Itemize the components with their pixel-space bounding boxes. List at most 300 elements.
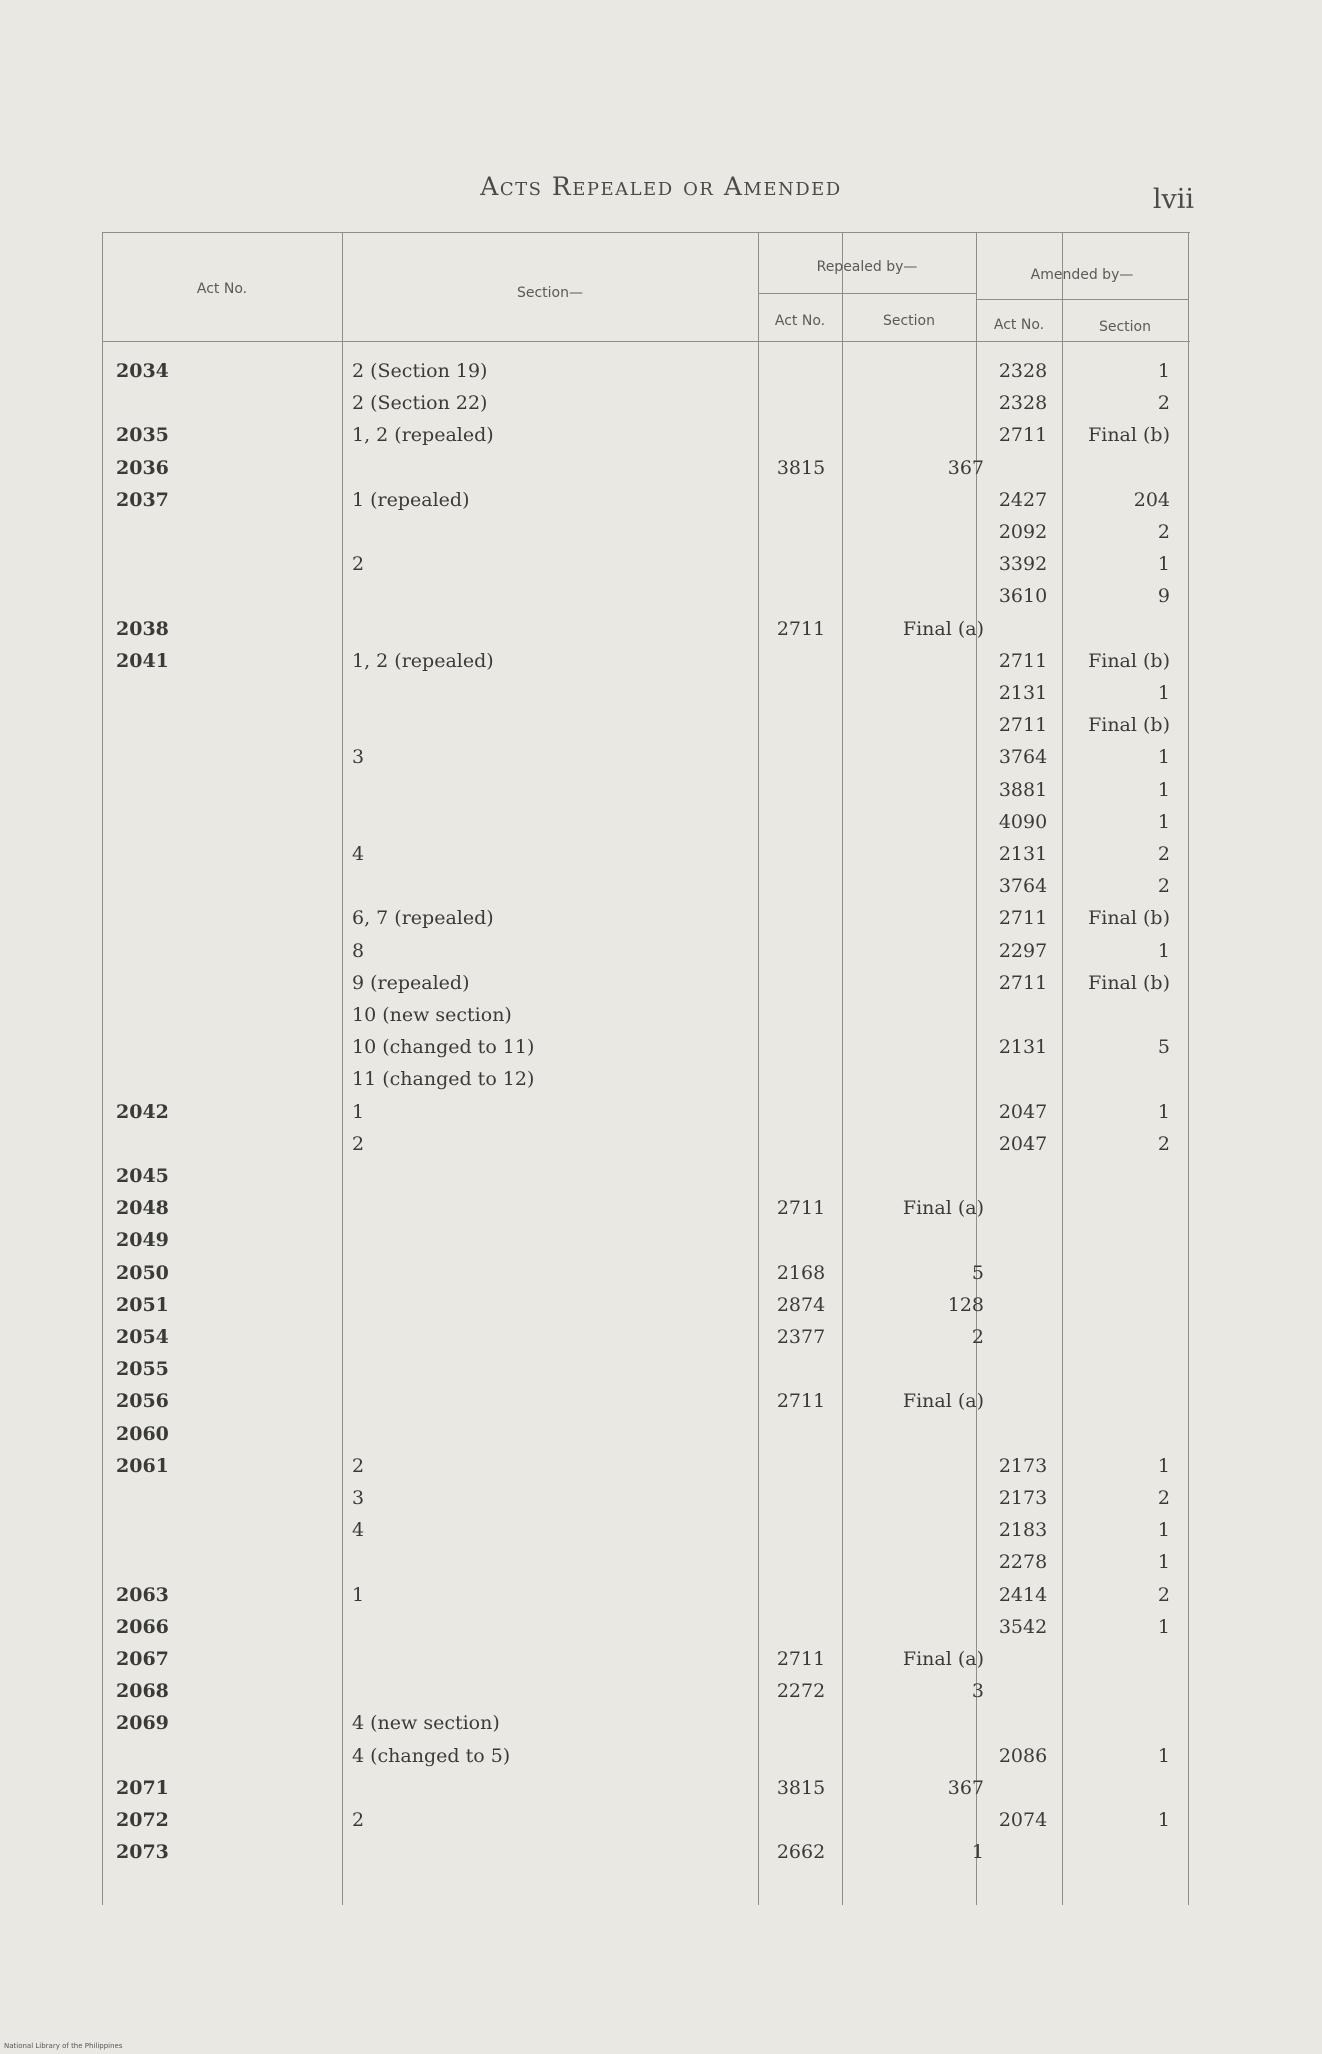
row-repealed-section	[842, 1031, 990, 1063]
row-amended-section	[1064, 1707, 1184, 1739]
row-act-no	[116, 709, 341, 741]
row-amended-act	[982, 1321, 1064, 1353]
row-amended-section	[1064, 1675, 1184, 1707]
row-repealed-section	[842, 645, 990, 677]
table-row	[102, 484, 1190, 516]
row-section: 9 (repealed)	[352, 971, 470, 994]
row-repealed-act	[762, 516, 840, 548]
row-amended-section: 2	[1157, 1487, 1170, 1509]
row-repealed-section: Final (a)	[902, 1648, 984, 1670]
header-repealed-by: Repealed by—	[816, 259, 918, 275]
row-amended-act: 2074	[998, 1809, 1048, 1831]
row-repealed-section	[842, 355, 990, 387]
row-amended-section: 1	[1157, 1100, 1170, 1123]
table-row	[102, 999, 1190, 1031]
row-act-no: 2049	[116, 1229, 169, 1252]
row-amended-act: 2047	[998, 1132, 1048, 1155]
row-amended-section: 2	[1157, 521, 1170, 543]
row-act-no: 2056	[116, 1390, 169, 1413]
row-repealed-act: 2711	[776, 1390, 826, 1413]
row-repealed-act	[762, 677, 840, 709]
row-repealed-act	[762, 1353, 840, 1385]
row-amended-section: Final (b)	[1088, 907, 1170, 930]
row-act-no: 2067	[116, 1648, 169, 1670]
row-act-no: 2054	[116, 1326, 169, 1348]
row-amended-section	[1064, 1643, 1184, 1675]
row-act-no: 2060	[116, 1422, 169, 1445]
row-act-no: 2036	[116, 456, 169, 479]
row-repealed-act	[762, 999, 840, 1031]
row-repealed-section	[842, 774, 990, 806]
row-amended-act	[982, 1353, 1064, 1385]
row-act-no	[116, 1514, 341, 1546]
row-amended-section: 1	[1157, 1454, 1170, 1477]
row-amended-act	[982, 999, 1064, 1031]
row-amended-act: 2131	[998, 843, 1048, 865]
table-row	[102, 1418, 1190, 1450]
row-repealed-section	[842, 1804, 990, 1836]
row-section: 6, 7 (repealed)	[352, 907, 494, 930]
row-repealed-act	[762, 741, 840, 773]
row-act-no	[116, 1546, 341, 1578]
row-amended-act: 2427	[998, 488, 1048, 511]
row-amended-act: 2131	[998, 1036, 1048, 1059]
row-amended-section: 1	[1157, 939, 1170, 962]
row-amended-act: 2711	[998, 649, 1048, 672]
table-row	[102, 902, 1190, 934]
row-act-no	[116, 1740, 341, 1772]
row-amended-section: 1	[1157, 1809, 1170, 1831]
row-amended-section: 2	[1157, 843, 1170, 865]
row-section: 10 (new section)	[352, 1004, 512, 1026]
table-row	[102, 1128, 1190, 1160]
row-amended-section	[1064, 1224, 1184, 1256]
row-section: 2	[352, 1809, 365, 1831]
row-repealed-section	[842, 999, 990, 1031]
table-row	[102, 774, 1190, 806]
table-row	[102, 1579, 1190, 1611]
table-row	[102, 709, 1190, 741]
row-repealed-act: 2711	[776, 617, 826, 640]
row-act-no	[116, 902, 341, 934]
row-amended-act: 3881	[998, 778, 1048, 801]
row-amended-section: Final (b)	[1088, 424, 1170, 447]
table-row	[102, 1514, 1190, 1546]
table-row	[102, 1031, 1190, 1063]
table-row	[102, 1675, 1190, 1707]
row-repealed-act	[762, 1546, 840, 1578]
table-row	[102, 419, 1190, 451]
row-repealed-section	[842, 580, 990, 612]
header-amended-act-no: Act No.	[993, 317, 1045, 333]
table-row	[102, 1611, 1190, 1643]
row-repealed-act: 2168	[776, 1261, 826, 1284]
row-section: 2	[352, 553, 365, 576]
row-section: 2 (Section 22)	[352, 392, 488, 415]
row-section: 10 (changed to 11)	[352, 1036, 535, 1059]
row-repealed-section	[842, 1450, 990, 1482]
row-amended-section: 1	[1157, 553, 1170, 576]
row-amended-act	[982, 1643, 1064, 1675]
table-row	[102, 741, 1190, 773]
row-act-no	[116, 516, 341, 548]
row-repealed-act	[762, 1418, 840, 1450]
row-act-no	[116, 1128, 341, 1160]
row-repealed-section	[842, 1482, 990, 1514]
row-repealed-section	[842, 419, 990, 451]
table-row	[102, 580, 1190, 612]
row-amended-section	[1064, 1321, 1184, 1353]
row-act-no	[116, 1063, 341, 1095]
table-row	[102, 967, 1190, 999]
row-section: 3	[352, 746, 365, 769]
row-amended-act: 2173	[998, 1487, 1048, 1509]
row-section: 2	[352, 1454, 365, 1477]
table-row	[102, 1353, 1190, 1385]
row-amended-act	[982, 1257, 1064, 1289]
row-act-no	[116, 774, 341, 806]
row-repealed-act	[762, 1740, 840, 1772]
row-repealed-section: 5	[971, 1261, 984, 1284]
row-act-no	[116, 548, 341, 580]
table-row	[102, 1740, 1190, 1772]
page-title: Acts Repealed or Amended	[480, 172, 842, 201]
row-repealed-section	[842, 387, 990, 419]
row-repealed-act	[762, 935, 840, 967]
table-row	[102, 548, 1190, 580]
row-repealed-section	[842, 1579, 990, 1611]
row-amended-section: 1	[1157, 778, 1170, 801]
row-amended-act: 2711	[998, 424, 1048, 447]
row-amended-section: Final (b)	[1088, 714, 1170, 737]
row-section: 4 (changed to 5)	[352, 1744, 511, 1767]
row-act-no	[116, 1031, 341, 1063]
table-row	[102, 806, 1190, 838]
row-repealed-act	[762, 1096, 840, 1128]
table-row	[102, 1224, 1190, 1256]
row-act-no: 2042	[116, 1100, 169, 1123]
page-number: lvii	[1152, 184, 1194, 215]
row-section: 11 (changed to 12)	[352, 1068, 535, 1091]
table-row	[102, 1546, 1190, 1578]
row-repealed-section: 367	[947, 456, 984, 479]
footer-credit: National Library of the Philippines	[4, 2042, 123, 2050]
table-row	[102, 1450, 1190, 1482]
row-act-no: 2038	[116, 617, 169, 640]
row-repealed-act	[762, 806, 840, 838]
row-amended-section: 2	[1157, 392, 1170, 415]
row-act-no	[116, 999, 341, 1031]
row-amended-act: 2173	[998, 1454, 1048, 1477]
row-amended-section: 1	[1157, 1519, 1170, 1542]
row-section: 2 (Section 19)	[352, 360, 488, 382]
row-act-no	[116, 838, 341, 870]
row-repealed-act: 3815	[776, 1776, 826, 1799]
row-repealed-act	[762, 967, 840, 999]
row-amended-act	[982, 1063, 1064, 1095]
table-row	[102, 1192, 1190, 1224]
row-section: 4	[352, 843, 365, 865]
row-act-no: 2037	[116, 488, 169, 511]
row-repealed-act	[762, 484, 840, 516]
row-amended-section: 5	[1157, 1036, 1170, 1059]
row-act-no: 2072	[116, 1809, 169, 1831]
header-act-no: Act No.	[196, 281, 248, 297]
row-amended-section: Final (b)	[1088, 971, 1170, 994]
row-repealed-section	[842, 1514, 990, 1546]
row-repealed-act	[762, 387, 840, 419]
row-act-no	[116, 967, 341, 999]
row-amended-act	[982, 1836, 1064, 1868]
row-repealed-act	[762, 355, 840, 387]
row-repealed-act	[762, 1128, 840, 1160]
row-amended-act	[982, 1385, 1064, 1417]
row-repealed-section	[842, 1611, 990, 1643]
row-act-no: 2034	[116, 360, 169, 382]
row-section: 2	[352, 1132, 365, 1155]
row-repealed-act	[762, 1514, 840, 1546]
row-amended-act	[982, 1224, 1064, 1256]
row-repealed-act	[762, 1804, 840, 1836]
row-amended-act: 2711	[998, 714, 1048, 737]
row-act-no: 2068	[116, 1680, 169, 1703]
table-row	[102, 516, 1190, 548]
row-act-no: 2051	[116, 1293, 169, 1316]
row-repealed-act	[762, 1450, 840, 1482]
row-repealed-act	[762, 902, 840, 934]
row-repealed-section	[842, 709, 990, 741]
row-section: 3	[352, 1487, 365, 1509]
row-amended-section: 1	[1157, 746, 1170, 769]
row-amended-section: 1	[1157, 810, 1170, 833]
row-section: 1, 2 (repealed)	[352, 424, 494, 447]
row-section: 1	[352, 1583, 365, 1606]
row-repealed-section	[842, 1063, 990, 1095]
row-amended-section	[1064, 1385, 1184, 1417]
row-amended-section: Final (b)	[1088, 649, 1170, 672]
row-amended-act: 2086	[998, 1744, 1048, 1767]
row-amended-section	[1064, 1772, 1184, 1804]
row-amended-act: 2297	[998, 939, 1048, 962]
row-act-no	[116, 741, 341, 773]
row-repealed-act	[762, 838, 840, 870]
table-row	[102, 870, 1190, 902]
row-amended-act: 2278	[998, 1551, 1048, 1574]
header-rule	[976, 299, 1188, 300]
row-amended-section: 1	[1157, 1615, 1170, 1638]
header-amended-by: Amended by—	[1030, 267, 1134, 283]
row-repealed-act	[762, 1031, 840, 1063]
row-repealed-act: 2711	[776, 1648, 826, 1670]
row-repealed-section	[842, 1707, 990, 1739]
header-rule	[758, 293, 976, 294]
row-amended-act: 3764	[998, 746, 1048, 769]
row-repealed-section	[842, 967, 990, 999]
row-amended-act: 4090	[998, 810, 1048, 833]
row-section: 4	[352, 1519, 365, 1542]
acts-table	[102, 232, 1190, 1905]
row-section: 4 (new section)	[352, 1712, 500, 1735]
row-act-no: 2069	[116, 1712, 169, 1735]
row-amended-act	[982, 1675, 1064, 1707]
row-act-no	[116, 806, 341, 838]
row-amended-act: 2328	[998, 392, 1048, 415]
row-repealed-section: 1	[971, 1841, 984, 1864]
table-row	[102, 452, 1190, 484]
row-act-no: 2035	[116, 424, 169, 447]
table-row	[102, 677, 1190, 709]
row-act-no: 2063	[116, 1583, 169, 1606]
row-repealed-section: Final (a)	[902, 617, 984, 640]
row-repealed-section: 128	[947, 1293, 984, 1316]
header-amended-section: Section	[1098, 319, 1151, 335]
table-row	[102, 1707, 1190, 1739]
row-amended-act: 2711	[998, 907, 1048, 930]
table-row	[102, 1289, 1190, 1321]
row-act-no	[116, 387, 341, 419]
table-row	[102, 1772, 1190, 1804]
row-repealed-section: 3	[971, 1680, 984, 1703]
row-amended-section: 2	[1157, 1583, 1170, 1606]
row-amended-section	[1064, 452, 1184, 484]
table-row	[102, 387, 1190, 419]
row-amended-section	[1064, 1353, 1184, 1385]
table-row	[102, 1096, 1190, 1128]
table-row	[102, 1643, 1190, 1675]
table-row	[102, 1321, 1190, 1353]
row-repealed-section	[842, 935, 990, 967]
row-amended-act	[982, 1160, 1064, 1192]
row-repealed-act	[762, 1224, 840, 1256]
row-act-no: 2073	[116, 1841, 169, 1864]
row-section: 1	[352, 1100, 365, 1123]
row-repealed-section	[842, 870, 990, 902]
row-repealed-section	[842, 1224, 990, 1256]
row-repealed-section	[842, 1128, 990, 1160]
row-amended-act: 2328	[998, 360, 1048, 382]
row-repealed-act: 2662	[776, 1841, 826, 1864]
row-repealed-act	[762, 1063, 840, 1095]
table-row	[102, 838, 1190, 870]
row-repealed-act: 2377	[776, 1326, 826, 1348]
row-repealed-section	[842, 838, 990, 870]
row-amended-section: 2	[1157, 1132, 1170, 1155]
row-act-no: 2055	[116, 1358, 169, 1381]
table-row	[102, 613, 1190, 645]
row-repealed-section: Final (a)	[902, 1197, 984, 1220]
row-amended-act: 3542	[998, 1615, 1048, 1638]
row-amended-act	[982, 1289, 1064, 1321]
row-amended-section	[1064, 1257, 1184, 1289]
row-act-no: 2048	[116, 1197, 169, 1220]
row-repealed-act	[762, 548, 840, 580]
row-amended-act: 3392	[998, 553, 1048, 576]
row-repealed-section	[842, 1740, 990, 1772]
row-amended-section: 2	[1157, 875, 1170, 898]
row-amended-section: 204	[1133, 488, 1170, 511]
row-amended-section: 1	[1157, 360, 1170, 382]
row-repealed-act	[762, 870, 840, 902]
row-amended-section	[1064, 1289, 1184, 1321]
row-amended-act	[982, 613, 1064, 645]
row-amended-act	[982, 452, 1064, 484]
row-repealed-section	[842, 1546, 990, 1578]
row-amended-act: 2711	[998, 971, 1048, 994]
row-amended-section	[1064, 1192, 1184, 1224]
row-repealed-act	[762, 645, 840, 677]
row-repealed-act	[762, 419, 840, 451]
row-repealed-section	[842, 1096, 990, 1128]
row-section: 8	[352, 939, 365, 962]
row-act-no	[116, 677, 341, 709]
row-section: 1, 2 (repealed)	[352, 649, 494, 672]
row-amended-act	[982, 1192, 1064, 1224]
row-repealed-act	[762, 1160, 840, 1192]
row-act-no	[116, 580, 341, 612]
table-row	[102, 935, 1190, 967]
header-repealed-act-no: Act No.	[774, 313, 826, 329]
table-row	[102, 1804, 1190, 1836]
table-row	[102, 1482, 1190, 1514]
row-repealed-act: 3815	[776, 456, 826, 479]
row-amended-act: 2131	[998, 682, 1048, 704]
row-repealed-section	[842, 1353, 990, 1385]
row-repealed-act: 2272	[776, 1680, 826, 1703]
row-act-no: 2045	[116, 1165, 169, 1187]
row-amended-section: 9	[1157, 585, 1170, 608]
row-act-no: 2061	[116, 1454, 169, 1477]
row-amended-section: 1	[1157, 1744, 1170, 1767]
row-repealed-act	[762, 1482, 840, 1514]
row-repealed-section	[842, 516, 990, 548]
row-repealed-act: 2874	[776, 1293, 826, 1316]
header-repealed-section: Section	[882, 313, 935, 329]
row-repealed-section: Final (a)	[902, 1390, 984, 1413]
row-repealed-section	[842, 806, 990, 838]
row-act-no: 2066	[116, 1615, 169, 1638]
row-amended-section	[1064, 1418, 1184, 1450]
row-amended-section: 1	[1157, 682, 1170, 704]
row-repealed-section	[842, 484, 990, 516]
row-act-no	[116, 870, 341, 902]
header-section: Section—	[516, 285, 583, 301]
row-amended-act: 3764	[998, 875, 1048, 898]
row-act-no: 2050	[116, 1261, 169, 1284]
row-amended-act	[982, 1772, 1064, 1804]
row-repealed-act: 2711	[776, 1197, 826, 1220]
row-act-no: 2041	[116, 649, 169, 672]
row-repealed-act	[762, 1707, 840, 1739]
row-amended-act	[982, 1707, 1064, 1739]
row-amended-section	[1064, 1160, 1184, 1192]
table-row	[102, 1836, 1190, 1868]
row-repealed-act	[762, 580, 840, 612]
row-amended-act	[982, 1418, 1064, 1450]
row-amended-section: 1	[1157, 1551, 1170, 1574]
row-repealed-section	[842, 677, 990, 709]
row-section: 1 (repealed)	[352, 488, 470, 511]
row-amended-act: 2092	[998, 521, 1048, 543]
table-row	[102, 645, 1190, 677]
row-amended-act: 2414	[998, 1583, 1048, 1606]
row-amended-section	[1064, 999, 1184, 1031]
row-repealed-section	[842, 741, 990, 773]
row-repealed-act	[762, 709, 840, 741]
row-repealed-section	[842, 902, 990, 934]
table-row	[102, 1385, 1190, 1417]
row-repealed-section: 2	[971, 1326, 984, 1348]
row-repealed-section: 367	[947, 1776, 984, 1799]
